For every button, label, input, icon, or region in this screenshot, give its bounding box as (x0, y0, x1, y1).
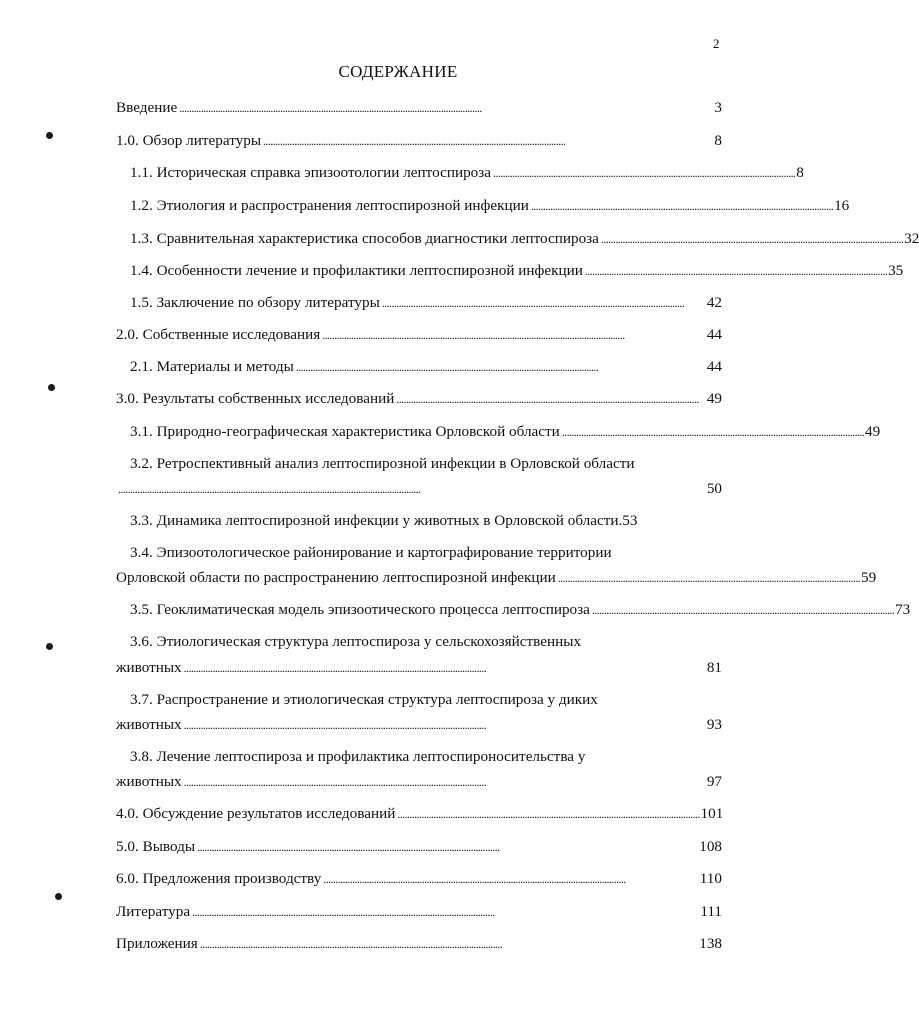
toc-entry-page: 42 (706, 294, 722, 311)
toc-entry (116, 931, 722, 957)
toc-entry (116, 565, 877, 591)
toc-entry (116, 95, 722, 121)
toc-entry (130, 354, 722, 380)
toc-entry (130, 597, 911, 623)
toc-entry-title: 1.0. Обзор литературы (116, 132, 262, 149)
toc-entry-title: 5.0. Выводы (116, 838, 196, 855)
toc-entry (116, 866, 722, 892)
toc-entry (116, 899, 722, 925)
toc-entry-title: 2.1. Материалы и методы (130, 358, 294, 375)
toc-entry-page: 50 (706, 480, 722, 497)
toc-entry-title: Приложения (116, 935, 198, 952)
toc-entry-page: 59 (861, 569, 877, 586)
toc-entry-title: Введение (116, 99, 178, 116)
margin-dot (55, 893, 62, 900)
toc-entry-title: 3.0. Результаты собственных исследований (116, 390, 395, 407)
toc-entry-page: 73 (895, 601, 911, 618)
toc-entry-page: 8 (714, 132, 722, 149)
toc-entry-page: 35 (888, 262, 904, 279)
toc-entry (130, 160, 804, 186)
margin-dot (46, 132, 53, 139)
toc-entry-title: 3.3. Динамика лептоспирозной инфекции у животных в Орловской области. (130, 512, 623, 529)
toc-entry-title-line1: 3.7. Распространение и этиологическая структура лептоспироза у диких (130, 691, 598, 708)
toc-entry-title-line1: 3.8. Лечение лептоспироза и профилактика лептоспироносительства у (130, 748, 586, 765)
toc-entry (116, 769, 722, 795)
toc-entry-title-line1: 3.4. Эпизоотологическое районирование и картографирование территории (130, 544, 612, 561)
toc-entry-title: 4.0. Обсуждение результатов исследований (116, 805, 396, 822)
toc-entry-page: 53 (622, 512, 638, 529)
toc-entry-title: 1.5. Заключение по обзору литературы (130, 294, 380, 311)
toc-entry-title: животных (116, 773, 182, 790)
toc-entry-title: 3.1. Природно-географическая характеристика Орловской области (130, 423, 560, 440)
toc-entry (116, 128, 722, 154)
toc-entry (130, 226, 919, 252)
toc-entry-page: 138 (699, 935, 722, 952)
margin-dot (48, 384, 55, 391)
toc-entry (116, 712, 722, 738)
toc-entry-title: 1.3. Сравнительная характеристика способов диагностики лептоспироза (130, 230, 599, 247)
toc-entry (130, 258, 904, 284)
toc-entry-page: 44 (706, 326, 722, 343)
toc-entry (116, 834, 722, 860)
toc-entry-title: 1.2. Этиология и распространения лептоспирозной инфекции (130, 197, 529, 214)
toc-entry-title: животных (116, 659, 182, 676)
toc-entry-page: 3 (714, 99, 722, 116)
toc-entry-page: 97 (706, 773, 722, 790)
toc-entry-page: 8 (796, 164, 804, 181)
toc-entry-title-line1: 3.6. Этиологическая структура лептоспироза у сельскохозяйственных (130, 633, 582, 650)
toc-entry (116, 386, 722, 412)
toc-entry (130, 193, 850, 219)
page-title: СОДЕРЖАНИЕ (338, 62, 458, 81)
toc-entry-title: 2.0. Собственные исследования (116, 326, 321, 343)
toc-entry-title: животных (116, 716, 182, 733)
toc-entry (130, 508, 722, 534)
toc-entry-page: 49 (864, 423, 881, 440)
toc-entry-title: Орловской области по распространению лептоспирозной инфекции (116, 569, 556, 586)
toc-entry (116, 322, 722, 348)
toc-entry (116, 476, 722, 502)
page-number: 2 (713, 36, 720, 51)
toc-entry-page: 93 (706, 716, 722, 733)
toc-entry-title: 3.5. Геоклиматическая модель эпизоотического процесса лептоспироза (130, 601, 590, 618)
toc-entry-title-line1: 3.2. Ретроспективный анализ лептоспирозной инфекции в Орловской области (130, 455, 635, 472)
toc-entry-page: 16 (834, 197, 850, 214)
toc-entry-title: 1.1. Историческая справка эпизоотологии лептоспироза (130, 164, 492, 181)
toc-entry (130, 290, 722, 316)
toc-entry-title: Литература (116, 903, 191, 920)
toc-entry-page: 32 (904, 230, 919, 247)
toc-entry-page: 101 (700, 805, 724, 822)
toc-entry (116, 801, 722, 827)
toc-entry-page: 108 (699, 838, 722, 855)
toc-entry (130, 419, 881, 445)
toc-entry (116, 655, 722, 681)
toc-entry-title: 6.0. Предложения производству (116, 870, 322, 887)
toc-entry-page: 49 (706, 390, 722, 407)
toc-entry-page: 44 (706, 358, 722, 375)
toc-entry-title: 1.4. Особенности лечение и профилактики лептоспирозной инфекции (130, 262, 583, 279)
toc-entry-page: 111 (700, 903, 722, 920)
toc-entry-page: 81 (706, 659, 722, 676)
margin-dot (46, 643, 53, 650)
toc-entry-page: 110 (699, 870, 722, 887)
